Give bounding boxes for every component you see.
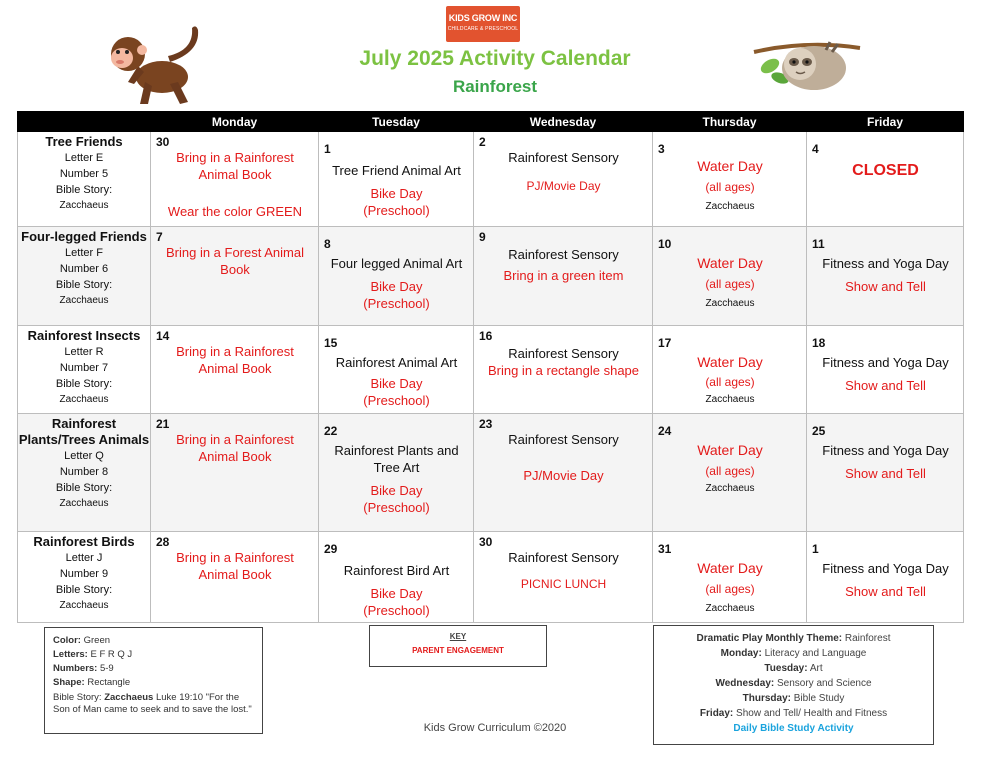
legend-numbers-label: Numbers: bbox=[53, 663, 98, 674]
bible-story: Zacchaeus bbox=[705, 201, 755, 212]
activity: Rainforest Bird Art bbox=[343, 563, 450, 578]
dp-thursday-label: Thursday: bbox=[742, 693, 791, 704]
day-cell bbox=[319, 132, 474, 227]
parent-engagement-event: Bring in a Rainforest Animal Book bbox=[176, 550, 294, 582]
week-letter: Letter F bbox=[65, 247, 103, 259]
day-cell bbox=[653, 532, 807, 623]
week-number: Number 5 bbox=[59, 168, 109, 180]
day-number: 31 bbox=[658, 542, 672, 556]
day-cell bbox=[474, 414, 653, 532]
week-theme-title: Rainforest Birds bbox=[33, 534, 135, 549]
activity: Rainforest Plants and Tree Art bbox=[334, 443, 459, 475]
week-theme-cell bbox=[18, 227, 151, 326]
activity: Rainforest Sensory bbox=[508, 550, 619, 565]
day-number: 8 bbox=[324, 237, 331, 251]
parent-engagement-event: PICNIC LUNCH bbox=[520, 577, 607, 591]
header-thursday: Thursday bbox=[653, 112, 807, 132]
week-bible-story: Zacchaeus bbox=[59, 600, 109, 611]
key-title: KEY bbox=[449, 632, 467, 641]
legend-color-label: Color: bbox=[53, 635, 81, 646]
legend-bible-name: Zacchaeus bbox=[104, 692, 154, 703]
dp-tuesday-label: Tuesday: bbox=[764, 663, 808, 674]
parent-engagement-event: Bring in a rectangle shape bbox=[487, 363, 640, 378]
parent-engagement-event: Bike Day (Preschool) bbox=[363, 279, 430, 311]
parent-engagement-event: Water Day bbox=[697, 442, 763, 458]
day-number: 4 bbox=[812, 142, 819, 156]
dp-wednesday-value: Sensory and Science bbox=[777, 678, 872, 689]
week-theme-cell bbox=[18, 326, 151, 414]
day-number: 23 bbox=[479, 417, 493, 431]
day-number: 11 bbox=[812, 237, 825, 251]
day-number: 21 bbox=[156, 417, 170, 431]
header-wednesday: Wednesday bbox=[474, 112, 653, 132]
week-bible-label: Bible Story: bbox=[55, 184, 113, 196]
day-cell bbox=[807, 532, 964, 623]
activity: Fitness and Yoga Day bbox=[822, 443, 949, 458]
day-cell bbox=[807, 326, 964, 414]
calendar-header-row bbox=[18, 112, 964, 132]
dp-monday bbox=[654, 646, 933, 661]
week-theme-cell bbox=[18, 414, 151, 532]
week-letter: Letter R bbox=[64, 346, 104, 358]
logo-line-1: KIDS GROW INC bbox=[448, 13, 518, 23]
header-friday: Friday bbox=[807, 112, 964, 132]
day-number: 30 bbox=[156, 135, 170, 149]
week-bible-story: Zacchaeus bbox=[59, 200, 109, 211]
legend-color-value: Green bbox=[83, 635, 111, 646]
day-number: 29 bbox=[324, 542, 338, 556]
daily-bible-study-link[interactable]: Daily Bible Study Activity bbox=[733, 723, 854, 734]
week-theme-title: Rainforest Plants/Trees Animals bbox=[18, 416, 150, 447]
day-cell bbox=[474, 326, 653, 414]
day-number: 3 bbox=[658, 142, 665, 156]
dp-theme-label: Dramatic Play Monthly Theme: bbox=[696, 633, 843, 644]
week-bible-label: Bible Story: bbox=[55, 482, 113, 494]
week-row bbox=[18, 326, 964, 414]
dp-monday-value: Literacy and Language bbox=[764, 648, 867, 659]
day-number: 1 bbox=[812, 542, 819, 556]
day-cell bbox=[474, 132, 653, 227]
parent-engagement-event: Bike Day (Preschool) bbox=[363, 586, 430, 618]
parent-engagement-event: (all ages) bbox=[705, 277, 755, 291]
parent-engagement-event: (all ages) bbox=[705, 180, 755, 194]
legend-letters-value: E F R Q J bbox=[90, 649, 133, 660]
week-number: Number 8 bbox=[59, 466, 109, 478]
week-row bbox=[18, 532, 964, 623]
dp-wednesday bbox=[654, 676, 933, 691]
day-cell bbox=[151, 227, 319, 326]
day-number: 30 bbox=[479, 535, 493, 549]
dp-theme-value: Rainforest bbox=[844, 633, 891, 644]
day-cell bbox=[807, 414, 964, 532]
parent-engagement-event: Bring in a Forest Animal Book bbox=[165, 245, 304, 277]
week-theme-title: Tree Friends bbox=[45, 134, 123, 149]
day-cell bbox=[151, 132, 319, 227]
legend-letters bbox=[53, 648, 254, 662]
week-theme-cell bbox=[18, 132, 151, 227]
parent-engagement-event: Show and Tell bbox=[845, 466, 926, 481]
day-number: 15 bbox=[324, 336, 338, 350]
week-bible-label: Bible Story: bbox=[55, 378, 113, 390]
week-bible-story: Zacchaeus bbox=[59, 498, 109, 509]
day-cell bbox=[474, 227, 653, 326]
day-number: 28 bbox=[156, 535, 170, 549]
day-cell bbox=[319, 532, 474, 623]
activity: Rainforest Sensory bbox=[508, 432, 619, 447]
parent-engagement-event: Bring in a green item bbox=[503, 268, 624, 283]
day-number: 9 bbox=[479, 230, 486, 244]
parent-engagement-event: Water Day bbox=[697, 560, 763, 576]
dp-tuesday-value: Art bbox=[809, 663, 823, 674]
week-theme-cell bbox=[18, 532, 151, 623]
activity: Four legged Animal Art bbox=[330, 256, 463, 271]
dp-tuesday bbox=[654, 661, 933, 676]
bible-story: Zacchaeus bbox=[705, 298, 755, 309]
sloth-illustration bbox=[752, 22, 862, 100]
week-bible-label: Bible Story: bbox=[55, 279, 113, 291]
day-cell bbox=[319, 227, 474, 326]
legend-shape-label: Shape: bbox=[53, 677, 85, 688]
activity: Rainforest Sensory bbox=[508, 247, 619, 262]
day-number: 14 bbox=[156, 329, 170, 343]
monkey-illustration bbox=[100, 22, 210, 108]
day-cell bbox=[151, 326, 319, 414]
parent-engagement-event: Show and Tell bbox=[845, 279, 926, 294]
dp-friday bbox=[654, 706, 933, 721]
header-tuesday: Tuesday bbox=[319, 112, 474, 132]
dp-thursday-value: Bible Study bbox=[793, 693, 845, 704]
legend-bible-verse: Luke 19:10 "For the Son of Man came to seek and to save the lost." bbox=[53, 692, 252, 715]
parent-engagement-event: Bring in a Rainforest Animal Book bbox=[176, 432, 294, 464]
activity: Fitness and Yoga Day bbox=[822, 256, 949, 271]
monthly-legend-box bbox=[44, 627, 263, 734]
activity-calendar bbox=[17, 111, 964, 623]
legend-bible bbox=[53, 692, 254, 716]
week-bible-story: Zacchaeus bbox=[59, 295, 109, 306]
dp-wednesday-label: Wednesday: bbox=[715, 678, 775, 689]
key-parent-engagement: PARENT ENGAGEMENT bbox=[412, 646, 504, 655]
week-bible-story: Zacchaeus bbox=[59, 394, 109, 405]
day-cell bbox=[319, 414, 474, 532]
week-row bbox=[18, 414, 964, 532]
bible-story: Zacchaeus bbox=[705, 483, 755, 494]
dp-friday-value: Show and Tell/ Health and Fitness bbox=[736, 708, 888, 719]
parent-engagement-event: PJ/Movie Day bbox=[523, 468, 604, 483]
kids-grow-logo bbox=[446, 6, 520, 42]
day-cell bbox=[807, 227, 964, 326]
activity: Tree Friend Animal Art bbox=[332, 163, 461, 178]
footer-copyright: Kids Grow Curriculum ©2020 bbox=[423, 722, 567, 734]
bible-story: Zacchaeus bbox=[705, 603, 755, 614]
header-theme bbox=[18, 112, 151, 132]
legend-numbers bbox=[53, 662, 254, 676]
legend-shape bbox=[53, 676, 254, 690]
legend-color bbox=[53, 634, 254, 648]
day-number: 2 bbox=[479, 135, 486, 149]
day-cell bbox=[319, 326, 474, 414]
parent-engagement-event: Show and Tell bbox=[845, 378, 926, 393]
parent-engagement-event: Water Day bbox=[697, 158, 763, 174]
day-number: 18 bbox=[812, 336, 826, 350]
week-number: Number 9 bbox=[59, 568, 109, 580]
day-number: 7 bbox=[156, 230, 163, 244]
parent-engagement-event: Show and Tell bbox=[845, 584, 926, 599]
day-cell bbox=[474, 532, 653, 623]
day-cell bbox=[653, 414, 807, 532]
logo-line-2: CHILDCARE & PRESCHOOL bbox=[447, 26, 519, 32]
page-subtitle: Rainforest bbox=[452, 77, 538, 96]
parent-engagement-event: (all ages) bbox=[705, 375, 755, 389]
legend-numbers-value: 5-9 bbox=[99, 663, 114, 674]
closed-notice: CLOSED bbox=[852, 162, 919, 179]
legend-shape-value: Rectangle bbox=[87, 677, 131, 688]
dramatic-play-box bbox=[653, 625, 934, 745]
key-box bbox=[369, 625, 547, 667]
day-cell bbox=[807, 132, 964, 227]
week-theme-title: Rainforest Insects bbox=[27, 328, 141, 343]
activity: Rainforest Sensory bbox=[508, 346, 619, 361]
day-cell bbox=[151, 532, 319, 623]
header-monday: Monday bbox=[151, 112, 319, 132]
day-cell bbox=[151, 414, 319, 532]
day-number: 1 bbox=[324, 142, 331, 156]
week-theme-title: Four-legged Friends bbox=[21, 229, 147, 244]
dp-thursday bbox=[654, 691, 933, 706]
day-number: 24 bbox=[658, 424, 672, 438]
parent-engagement-event: Wear the color GREEN bbox=[167, 204, 303, 219]
day-cell bbox=[653, 326, 807, 414]
parent-engagement-event: Water Day bbox=[697, 354, 763, 370]
dp-theme bbox=[654, 631, 933, 646]
week-row bbox=[18, 227, 964, 326]
day-number: 16 bbox=[479, 329, 493, 343]
week-row bbox=[18, 132, 964, 227]
day-cell bbox=[653, 227, 807, 326]
day-number: 10 bbox=[658, 237, 672, 251]
parent-engagement-event: (all ages) bbox=[705, 582, 755, 596]
week-letter: Letter Q bbox=[64, 450, 104, 462]
page-title: July 2025 Activity Calendar bbox=[359, 47, 631, 70]
week-letter: Letter J bbox=[65, 552, 103, 564]
parent-engagement-event: Bike Day (Preschool) bbox=[363, 483, 430, 515]
activity: Fitness and Yoga Day bbox=[822, 561, 949, 576]
activity: Fitness and Yoga Day bbox=[822, 355, 949, 370]
dp-friday-label: Friday: bbox=[699, 708, 734, 719]
dp-monday-label: Monday: bbox=[720, 648, 762, 659]
parent-engagement-event: Bring in a Rainforest Animal Book bbox=[176, 344, 294, 376]
parent-engagement-event: Bring in a Rainforest Animal Book bbox=[176, 150, 294, 182]
legend-letters-label: Letters: bbox=[53, 649, 88, 660]
week-number: Number 6 bbox=[59, 263, 109, 275]
day-cell bbox=[653, 132, 807, 227]
parent-engagement-event: Bike Day (Preschool) bbox=[363, 376, 430, 408]
day-number: 22 bbox=[324, 424, 338, 438]
parent-engagement-event: PJ/Movie Day bbox=[526, 179, 601, 193]
bible-story: Zacchaeus bbox=[705, 394, 755, 405]
legend-bible-label: Bible Story: bbox=[53, 692, 102, 703]
day-number: 17 bbox=[658, 336, 672, 350]
week-number: Number 7 bbox=[59, 362, 109, 374]
week-letter: Letter E bbox=[64, 152, 104, 164]
activity: Rainforest Animal Art bbox=[335, 355, 458, 370]
activity: Rainforest Sensory bbox=[508, 150, 619, 165]
week-bible-label: Bible Story: bbox=[55, 584, 113, 596]
parent-engagement-event: Water Day bbox=[697, 255, 763, 271]
parent-engagement-event: Bike Day (Preschool) bbox=[363, 186, 430, 218]
day-number: 25 bbox=[812, 424, 826, 438]
parent-engagement-event: (all ages) bbox=[705, 464, 755, 478]
